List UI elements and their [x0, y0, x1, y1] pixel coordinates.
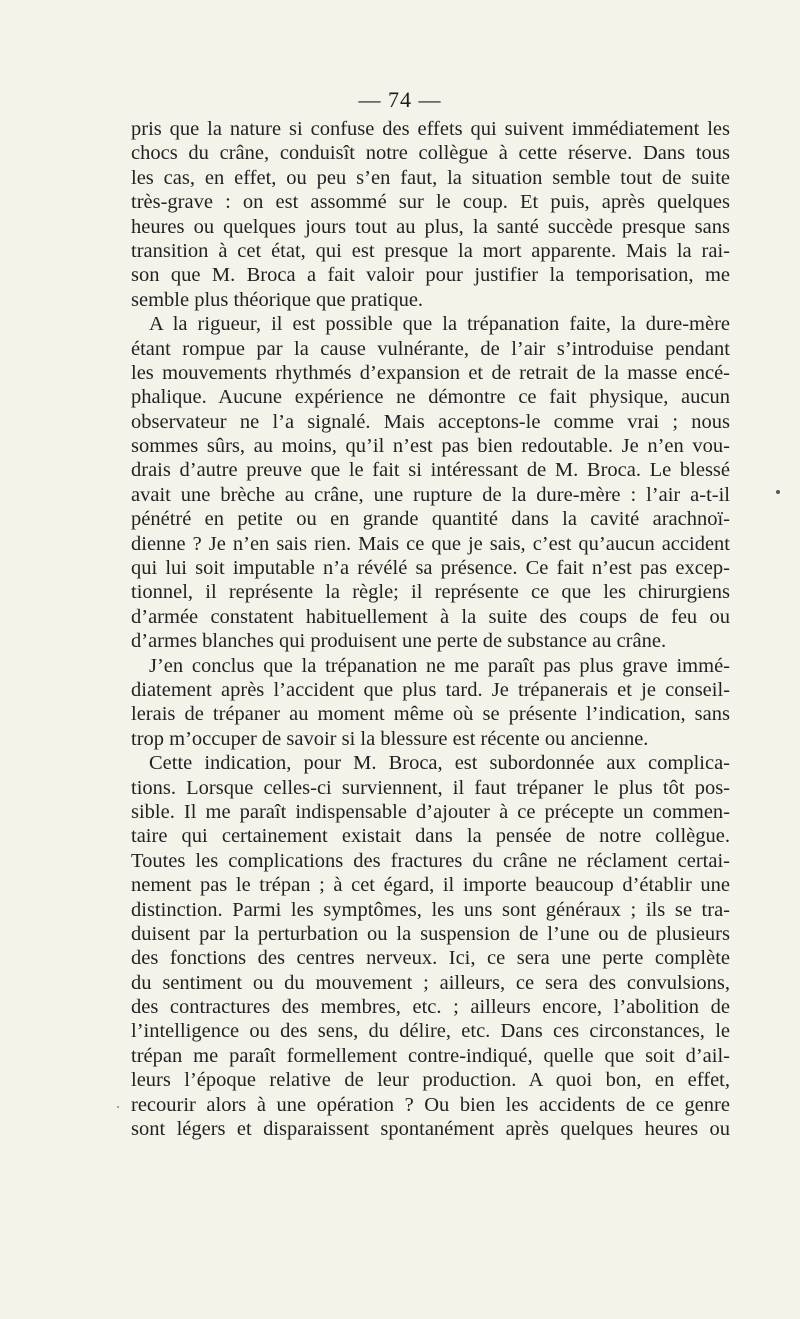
text-line: trop m’occuper de savoir si la blessure est récente ou ancienne.: [131, 727, 649, 750]
text-line: des contractures des membres, etc. ; ailleurs encore, l’abolition de: [131, 996, 730, 1019]
text-line: pénétré en petite ou en grande quantité dans la cavité arachnoï-: [131, 508, 730, 531]
text-line: J’en conclus que la trépanation ne me paraît pas plus grave immé-: [149, 654, 730, 677]
text-line: duisent par la perturbation ou la suspension de l’une ou de plusieurs: [131, 922, 730, 945]
text-line: l’intelligence ou des sens, du délire, etc. Dans ces circonstances, le: [131, 1020, 730, 1043]
text-line: recourir alors à une opération ? Ou bien les accidents de ce genre: [131, 1093, 730, 1116]
text-line: Cette indication, pour M. Broca, est subordonnée aux complica-: [149, 752, 730, 775]
text-line: les mouvements rhythmés d’expansion et de retrait de la masse encé-: [131, 361, 730, 384]
text-line: observateur ne l’a signalé. Mais acceptons-le comme vrai ; nous: [131, 410, 730, 433]
text-line: nement pas le trépan ; à cet égard, il importe beaucoup d’établir une: [131, 874, 730, 897]
text-line: du sentiment ou du mouvement ; ailleurs, ce sera des convulsions,: [131, 971, 730, 994]
text-line: diatement après l’accident que plus tard. Je trépanerais et je conseil-: [131, 678, 730, 701]
text-line: sont légers et disparaissent spontanément après quelques heures ou: [131, 1118, 730, 1141]
page-number: — 74 —: [358, 87, 442, 112]
text-line: avait une brèche au crâne, une rupture de la dure-mère : l’air a-t-il: [131, 483, 730, 506]
text-line: d’armes blanches qui produisent une perte de substance au crâne.: [131, 630, 667, 653]
text-line: Toutes les complications des fractures du crâne ne réclament certai-: [131, 849, 730, 872]
text-line: A la rigueur, il est possible que la trépanation faite, la dure-mère: [149, 313, 730, 336]
text-line: les cas, en effet, ou peu s’en faut, la situation semble tout de suite: [131, 166, 730, 189]
text-line: tions. Lorsque celles-ci surviennent, il faut trépaner le plus tôt pos-: [131, 776, 730, 799]
text-line: pris que la nature si confuse des effets qui suivent immédiatement les: [131, 118, 730, 140]
text-line: très-grave : on est assommé sur le coup. Et puis, après quelques: [131, 191, 730, 214]
text-line: sible. Il me paraît indispensable d’ajouter à ce précepte un commen-: [131, 800, 730, 823]
text-line: transition à cet état, qui est presque la mort apparente. Mais la rai-: [131, 239, 730, 262]
text-line: distinction. Parmi les symptômes, les uns sont généraux ; ils se tra-: [131, 898, 730, 921]
text-line: chocs du crâne, conduisît notre collègue à cette réserve. Dans tous: [131, 142, 730, 165]
text-line: qui lui soit imputable n’a révélé sa présence. Ce fait n’est pas excep-: [131, 557, 730, 580]
text-line: leurs l’époque relative de leur production. A quoi bon, en effet,: [131, 1069, 730, 1092]
text-line: étant rompue par la cause vulnérante, de l’air s’introduise pendant: [131, 337, 730, 360]
ink-speck: [776, 490, 780, 494]
text-line: d’armée constatent habituellement à la suite des coups de feu ou: [131, 605, 730, 628]
body-text: [131, 117, 730, 1141]
text-line: dienne ? Je n’en sais rien. Mais ce que je sais, c’est qu’aucun accident: [131, 532, 730, 555]
text-line: heures ou quelques jours tout au plus, la santé succède presque sans: [131, 215, 730, 238]
text-line: tionnel, il représente la règle; il représente ce que les chirurgiens: [131, 581, 730, 604]
text-line: drais d’autre preuve que le fait si intéressant de M. Broca. Le blessé: [131, 459, 730, 482]
text-line: taire qui certainement existait dans la pensée de notre collègue.: [131, 825, 730, 848]
text-line: phalique. Aucune expérience ne démontre ce fait physique, aucun: [131, 386, 730, 409]
text-line: semble plus théorique que pratique.: [131, 288, 424, 311]
text-line: lerais de trépaner au moment même où se présente l’indication, sans: [131, 703, 730, 726]
text-line: des fonctions des centres nerveux. Ici, ce sera une perte complète: [131, 947, 730, 970]
text-line: son que M. Broca a fait valoir pour justifier la temporisation, me: [131, 264, 730, 287]
text-line: sommes sûrs, au moins, qu’il n’est pas bien redoutable. Je n’en vou-: [131, 435, 730, 458]
text-line: trépan me paraît formellement contre-indiqué, quelle que soit d’ail-: [131, 1044, 730, 1067]
ink-speck: [117, 1106, 119, 1108]
